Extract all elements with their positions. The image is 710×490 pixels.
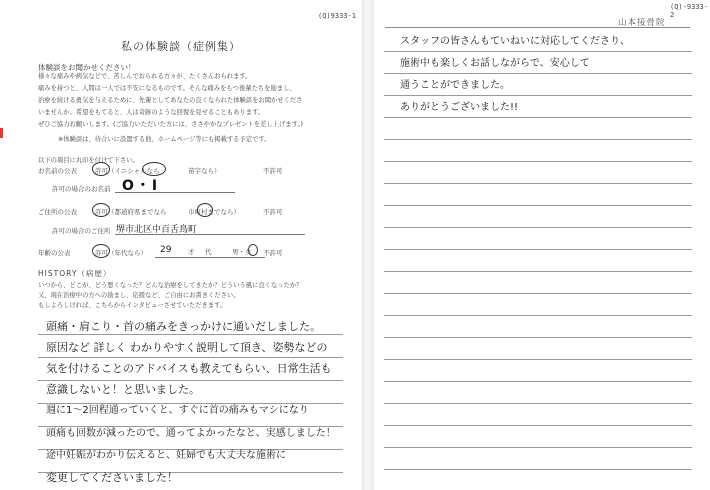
intro-line: 治療を続ける勇気を与えるために、先輩としてあなたの良くなられた体験談をお聞かせくださ — [38, 97, 303, 104]
handwritten-line: 意識しないと！と思いました。 — [46, 383, 200, 396]
page-title: 私の体験談（症例集） — [121, 40, 241, 53]
handwritten-line: 変更してくださいました！ — [46, 471, 178, 484]
handwritten-line: 気を付けることのアドバイスも教えてもらい、日常生活も — [46, 362, 332, 375]
female-circle-mark — [248, 244, 258, 256]
ruled-line — [384, 337, 692, 338]
ruled-line — [38, 334, 343, 335]
handwritten-line: 週に1～2回程通っていくと、すぐに首の痛みもマシになり — [46, 405, 309, 416]
ruled-line — [384, 161, 692, 162]
age-decade-value[interactable]: 29 — [160, 245, 172, 255]
city-circle-mark — [197, 203, 213, 217]
clinic-name: 山本接骨院 — [618, 18, 666, 28]
ruled-line — [38, 357, 343, 358]
age-fill-line — [155, 257, 265, 258]
handwritten-line: 頭痛も回数が減ったので、通ってよかったなと、実感しました！ — [46, 428, 336, 439]
name-disclosure-label: お名前の公表 — [38, 167, 77, 175]
handwritten-line: 原因など 詳しく わかりやすく説明して頂き、姿勢などの — [46, 341, 328, 354]
handwritten-line: スタッフの皆さんもていねいに対応してくださり、 — [400, 36, 630, 47]
ruled-line — [384, 227, 692, 228]
ruled-line — [38, 403, 343, 404]
age-disclosure-label: 年齢の公表 — [38, 249, 71, 257]
history-description: 又、現在治療中の方への励まし、応援など、ご自由にお書きください。 — [38, 292, 240, 299]
ruled-line — [384, 139, 692, 140]
ruled-line — [384, 95, 692, 96]
name-option-surname[interactable]: 苗字なら） — [188, 167, 221, 175]
edge-mark — [0, 128, 3, 138]
handwritten-line: 通うことができました。 — [400, 80, 510, 91]
page-gutter — [362, 0, 374, 490]
address-option-deny[interactable]: 不許可 — [263, 208, 283, 216]
ruled-line — [384, 249, 692, 250]
allow-circle-mark — [92, 203, 110, 217]
intro-line: 様々な痛みや病気などで、苦しんでおられる方々が、たくさんおられます。 — [38, 73, 252, 80]
ruled-line — [384, 205, 692, 206]
ruled-line — [384, 447, 692, 448]
ruled-line — [384, 271, 692, 272]
allow-circle-mark — [92, 162, 110, 176]
ruled-line — [384, 73, 692, 74]
age-unit: 才 — [188, 248, 195, 256]
ruled-line — [38, 380, 343, 381]
address-disclosure-label: ご住所の公表 — [38, 208, 77, 216]
allow-circle-mark — [92, 244, 110, 258]
ruled-line — [384, 51, 692, 52]
name-option-deny[interactable]: 不許可 — [263, 167, 283, 175]
document-number-stamp-2: (Q)-9333-2 — [670, 3, 708, 19]
handwritten-line: 途中妊娠がわかり伝えると、妊婦でも大丈夫な施術に — [46, 450, 286, 461]
address-option-prefecture[interactable]: 許可（都道府県までなら — [95, 208, 167, 216]
generation-label: 代 — [205, 248, 212, 256]
ruled-line — [384, 469, 692, 470]
ruled-line — [384, 183, 692, 184]
gender-option[interactable]: 男・女 — [232, 248, 252, 256]
ruled-line — [38, 426, 343, 427]
history-description: もしよろしければ、こちらからインタビューさせていただきます。 — [38, 302, 227, 309]
history-heading: HISTORY（病歴） — [38, 269, 112, 278]
name-value[interactable]: O・I — [122, 178, 160, 194]
handwritten-line: ありがとうございました!! — [400, 102, 519, 113]
intro-line: ぜひご協力お願いします。(ご協力いただいた方には、ささやかなプレゼントを差し上げます。) — [38, 121, 303, 128]
ruled-line — [384, 425, 692, 426]
publication-note: ※体験談は、待合いに設置する他、ホームページ等にも掲載する予定です。 — [58, 136, 271, 143]
instruction-text: 以下の項目に丸印を付けて下さい。 — [38, 157, 139, 164]
initials-circle-mark — [142, 162, 166, 176]
name-if-allowed-label: 許可の場合のお名前 — [52, 185, 111, 193]
ruled-line — [384, 359, 692, 360]
history-description: いつから、どこが、どう悪くなった？どんな治療をしてきたか？どういう風に良くなったか？ — [38, 282, 303, 289]
address-value[interactable]: 堺市北区中百舌鳥町 — [116, 225, 198, 235]
ruled-line — [384, 315, 692, 316]
ruled-line — [384, 403, 692, 404]
address-option-city[interactable]: 市町村までなら） — [188, 208, 240, 216]
age-option-allow[interactable]: 許可（年代なら） — [95, 249, 147, 257]
ruled-line — [384, 117, 692, 118]
intro-line: 痛みを持つと、人間は一人では不安になるものです。そんな痛みをもつ後輩たちを励まし、 — [38, 85, 296, 92]
handwritten-line: 頭痛・肩こり・首の痛みをきっかけに通いだしました。 — [46, 320, 321, 333]
age-option-deny[interactable]: 不許可 — [263, 249, 283, 257]
intro-line: いませんか。希望をもてると、人は奇跡のような回復を見せることもあります。 — [38, 109, 265, 116]
document-number-stamp: (Q)9333-1 — [318, 12, 356, 20]
ruled-line — [384, 293, 692, 294]
intro-heading: 体験談をお聞かせください！ — [38, 63, 136, 72]
address-if-allowed-label: 許可の場合のご住所 — [52, 227, 111, 235]
name-option-allow[interactable]: 許可（イニシャルなら — [95, 167, 160, 175]
header-rule — [385, 27, 690, 28]
handwritten-line: 施術中も楽しくお話しながらで、安心して — [400, 58, 590, 69]
ruled-line — [384, 381, 692, 382]
